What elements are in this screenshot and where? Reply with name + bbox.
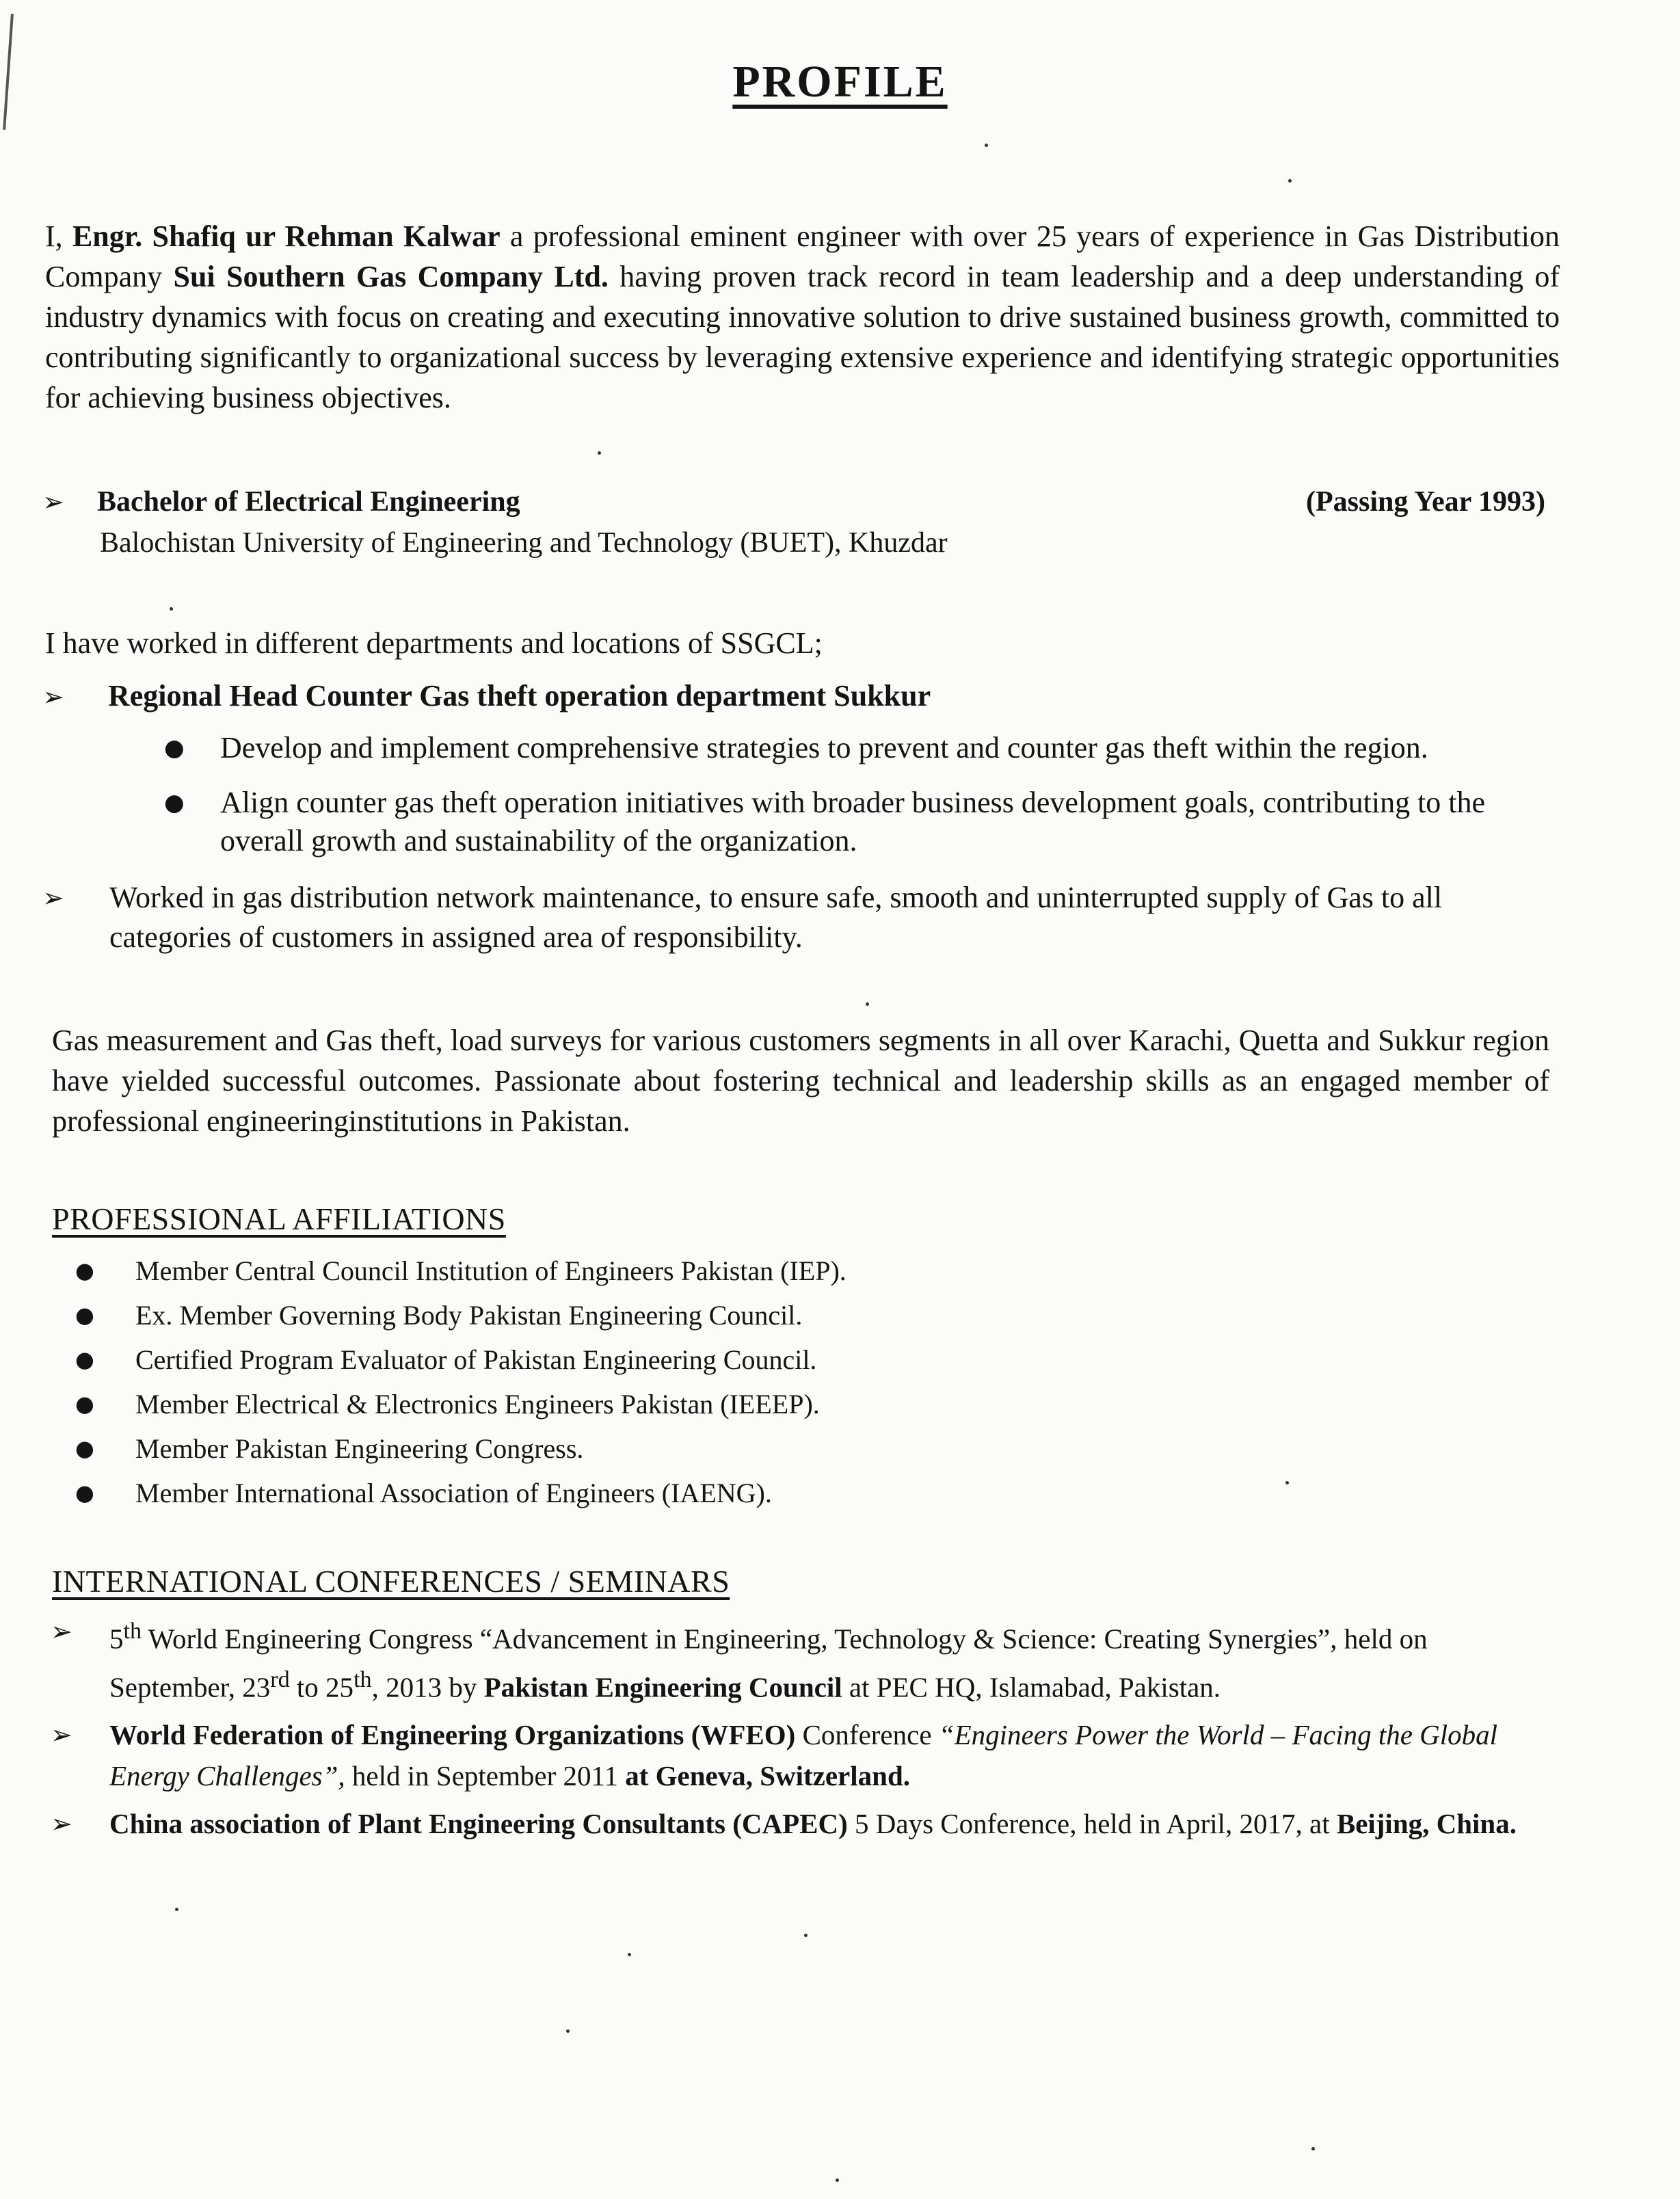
- bullet-icon: ●: [164, 789, 185, 816]
- scan-speck: [175, 1908, 178, 1911]
- affiliation-text: Member Central Council Institution of Engineers Pakistan (IEP).: [135, 1255, 846, 1286]
- affiliations-list: [75, 1249, 846, 1515]
- arrow-bullet-icon: ➢: [51, 1616, 72, 1647]
- superscript: th: [354, 1666, 372, 1692]
- list-item: [75, 1249, 846, 1293]
- education-entry: [42, 483, 1547, 559]
- bullet-icon: ●: [75, 1391, 94, 1417]
- conf-number: 5: [109, 1623, 124, 1655]
- scan-speck: [170, 607, 173, 611]
- affiliation-text: Certified Program Evaluator of Pakistan Engineering Council.: [135, 1344, 817, 1375]
- arrow-bullet-icon: ➢: [42, 487, 64, 517]
- scan-speck: [1311, 2147, 1315, 2150]
- scan-speck: [628, 1953, 631, 1956]
- affiliation-text: Member International Association of Engineers (IAENG).: [135, 1478, 772, 1508]
- bullet-text: Align counter gas theft operation initiatives with broader business development goals, contributing to the overall growth and sustainability of the organization.: [220, 786, 1486, 857]
- gas-paragraph: Gas measurement and Gas theft, load surveys for various customers segments in all over Karachi, Quetta and Sukkur region have yielded successful outcomes. Passionate about fostering technical and leadership skills as an engaged member of professional engineeringinstitutions in Pakistan.: [52, 1024, 1549, 1138]
- list-item: [75, 1382, 846, 1426]
- conf-location: Beijing, China.: [1336, 1808, 1517, 1840]
- maintenance-text: Worked in gas distribution network maintenance, to ensure safe, smooth and uninterrupted supply of Gas to all categories of customers in assigned area of responsibility.: [109, 881, 1443, 954]
- conference-item: [51, 1611, 1555, 1707]
- arrow-bullet-icon: ➢: [42, 883, 64, 913]
- experience-role: [42, 678, 931, 713]
- conf-organizer: Pakistan Engineering Council: [483, 1671, 842, 1703]
- role-title: Regional Head Counter Gas theft operation department Sukkur: [108, 679, 931, 712]
- scan-speck: [1285, 1481, 1289, 1484]
- maintenance-entry: [42, 878, 1554, 957]
- list-item: [155, 784, 1556, 860]
- scan-speck: [985, 144, 988, 147]
- conf-text: , 2013 by: [371, 1671, 484, 1703]
- education-year: (Passing Year 1993): [1306, 486, 1545, 518]
- list-item: [75, 1426, 846, 1471]
- conf-organizer: World Federation of Engineering Organizations (WFEO): [109, 1719, 796, 1751]
- conference-item: [51, 1803, 1555, 1844]
- conf-text: Conference: [795, 1719, 939, 1751]
- conf-location: at Geneva, Switzerland.: [625, 1760, 910, 1792]
- affiliation-text: Ex. Member Governing Body Pakistan Engineering Council.: [135, 1300, 803, 1331]
- scan-speck: [836, 2178, 839, 2182]
- conference-item: [51, 1714, 1555, 1796]
- page-title: PROFILE: [732, 57, 948, 107]
- affiliations-heading: PROFESSIONAL AFFILIATIONS: [52, 1201, 506, 1236]
- experience-intro: I have worked in different departments and locations of SSGCL;: [45, 626, 823, 660]
- arrow-bullet-icon: ➢: [51, 1809, 72, 1839]
- conf-text: 5 Days Conference, held in April, 2017, at: [847, 1808, 1337, 1840]
- role-bullets: [155, 729, 1556, 877]
- arrow-bullet-icon: ➢: [51, 1720, 72, 1750]
- bullet-icon: ●: [164, 734, 185, 762]
- superscript: rd: [270, 1666, 290, 1692]
- conf-text: , held in September 2011: [338, 1760, 626, 1792]
- arrow-bullet-icon: ➢: [42, 682, 64, 712]
- conferences-heading: INTERNATIONAL CONFERENCES / SEMINARS: [52, 1564, 730, 1599]
- scan-speck: [804, 1934, 808, 1937]
- intro-name: Engr. Shafiq ur Rehman Kalwar: [72, 219, 501, 253]
- scan-speck: [866, 1002, 869, 1006]
- scan-speck: [566, 2029, 570, 2033]
- list-item: [75, 1471, 846, 1515]
- affiliation-text: Member Pakistan Engineering Congress.: [135, 1433, 584, 1464]
- intro-lead: I,: [45, 219, 72, 253]
- bullet-icon: ●: [75, 1480, 94, 1506]
- bullet-text: Develop and implement comprehensive strategies to prevent and counter gas theft within the region.: [220, 731, 1428, 764]
- list-item: [75, 1293, 846, 1337]
- list-item: [155, 729, 1556, 767]
- conf-theme: “Engineers Power the World – Facing the Global Energy Challenges”: [109, 1719, 1498, 1792]
- bullet-icon: ●: [75, 1302, 94, 1328]
- scan-speck: [1288, 179, 1292, 183]
- intro-paragraph: [45, 216, 1560, 418]
- bullet-icon: ●: [75, 1435, 94, 1461]
- scan-speck: [598, 451, 601, 455]
- intro-company: Sui Southern Gas Company Ltd.: [173, 260, 609, 293]
- superscript: th: [123, 1618, 142, 1644]
- education-university: Balochistan University of Engineering and Technology (BUET), Khuzdar: [100, 527, 948, 559]
- conf-text: World Engineering Congress “Advancement in Engineering, Technology & Science: Creating Synergies”, held on September, 23: [109, 1623, 1428, 1703]
- affiliation-text: Member Electrical & Electronics Engineers Pakistan (IEEEP).: [135, 1389, 820, 1420]
- bullet-icon: ●: [75, 1346, 94, 1372]
- conf-text: to 25: [289, 1671, 354, 1703]
- list-item: [75, 1337, 846, 1382]
- conf-text: at PEC HQ, Islamabad, Pakistan.: [842, 1671, 1221, 1703]
- conferences-list: [51, 1611, 1555, 1851]
- intro-text-2: having proven track record in team leadership and a deep understanding of industry dynamics with focus on creating and executing innovative solution to drive sustained business growth, committed to contributing significantly to organizational success by leveraging extensive experience and identifying strategic opportunities for achieving business objectives.: [45, 260, 1560, 414]
- conf-organizer: China association of Plant Engineering Consultants (CAPEC): [109, 1808, 848, 1840]
- bullet-icon: ●: [75, 1257, 94, 1283]
- intro-text-1: a professional eminent engineer with over 25 years of experience in Gas Distribution Company: [45, 219, 1560, 293]
- education-degree: Bachelor of Electrical Engineering: [97, 486, 520, 518]
